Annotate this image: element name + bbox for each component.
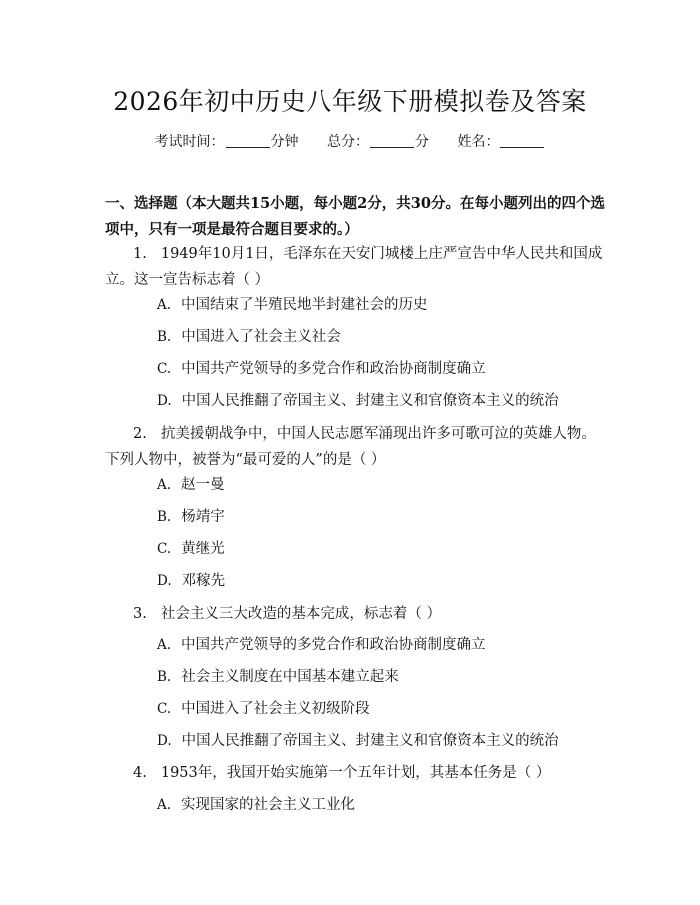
option-3c [157, 696, 370, 722]
question-4 [105, 760, 605, 786]
option-1b [157, 324, 341, 350]
option-letter: A. [157, 637, 172, 653]
page-title: 2026年初中历史八年级下册模拟卷及答案 [113, 87, 587, 116]
question-number: 4. [133, 765, 147, 781]
option-2d [157, 568, 225, 594]
exam-meta [0, 131, 700, 151]
score-blank [370, 133, 414, 148]
question-number: 1. [133, 246, 147, 262]
score-label: 总分： [327, 134, 369, 150]
option-3a [157, 632, 486, 658]
option-letter: D. [157, 573, 172, 589]
question-text: 抗美援朝战争中，中国人民志愿军涌现出许多可歌可泣的英雄人物。下列人物中，被誉为“最可爱的人”的是（ ） [105, 426, 596, 468]
option-text: 实现国家的社会主义工业化 [181, 797, 356, 813]
option-text: 中国共产党领导的多党合作和政治协商制度确立 [181, 361, 486, 377]
score-field [327, 134, 433, 150]
option-letter: D. [157, 393, 172, 409]
option-text: 中国结束了半殖民地半封建社会的历史 [181, 297, 428, 313]
option-letter: A. [157, 477, 172, 493]
time-field [155, 134, 303, 150]
option-4a [157, 792, 355, 818]
option-letter: C. [157, 361, 172, 377]
option-text: 杨靖宇 [181, 509, 225, 525]
option-2b [157, 504, 225, 530]
time-unit: 分钟 [270, 134, 299, 150]
option-letter: B. [157, 669, 172, 685]
question-text: 社会主义三大改造的基本完成，标志着（ ） [160, 606, 441, 622]
option-letter: B. [157, 329, 172, 345]
option-text: 邓稼先 [181, 573, 226, 589]
option-3d [157, 728, 559, 754]
section-heading: 一、选择题（本大题共15小题，每小题2分，共30分。在每小题列出的四个选项中，只有一项是最符合题目要求的。） [105, 195, 605, 238]
option-letter: C. [157, 541, 172, 557]
option-letter: D. [157, 733, 172, 749]
name-field [457, 134, 545, 150]
time-label: 考试时间： [154, 134, 225, 150]
option-text: 黄继光 [181, 541, 225, 557]
option-1d [157, 388, 559, 414]
question-number: 3. [133, 606, 147, 622]
option-2c [157, 536, 225, 562]
question-text: 1953年，我国开始实施第一个五年计划，其基本任务是（ ） [160, 765, 551, 781]
option-letter: A. [157, 297, 172, 313]
question-3 [105, 601, 605, 627]
option-1c [157, 356, 486, 382]
option-3b [157, 664, 399, 690]
question-2 [105, 421, 605, 473]
question-1 [105, 241, 605, 293]
option-text: 中国共产党领导的多党合作和政治协商制度确立 [181, 637, 486, 653]
option-text: 中国人民推翻了帝国主义、封建主义和官僚资本主义的统治 [181, 733, 559, 749]
option-letter: C. [157, 701, 172, 717]
question-text: 1949年10月1日，毛泽东在天安门城楼上庄严宣告中华人民共和国成立。这一宣告标志着（ ） [105, 246, 603, 288]
option-text: 中国进入了社会主义初级阶段 [181, 701, 370, 717]
question-number: 2. [133, 426, 147, 442]
option-text: 中国人民推翻了帝国主义、封建主义和官僚资本主义的统治 [181, 393, 559, 409]
option-letter: A. [157, 797, 172, 813]
time-blank [226, 133, 270, 148]
name-blank [500, 133, 544, 148]
option-2a [157, 472, 225, 498]
option-letter: B. [157, 509, 172, 525]
option-1a [157, 292, 428, 318]
name-label: 姓名： [457, 134, 500, 150]
score-unit: 分 [415, 134, 429, 150]
option-text: 中国进入了社会主义社会 [181, 329, 341, 345]
option-text: 赵一曼 [181, 477, 225, 493]
option-text: 社会主义制度在中国基本建立起来 [181, 669, 399, 685]
